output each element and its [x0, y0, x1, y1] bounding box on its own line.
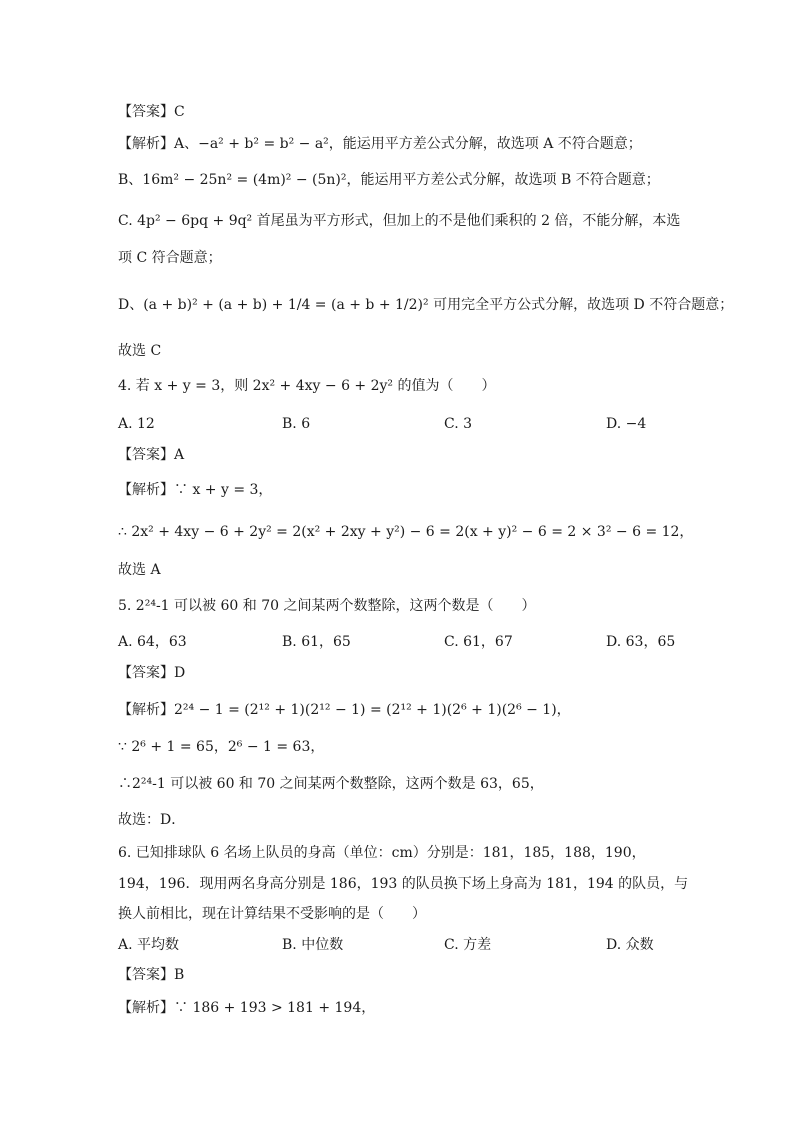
q4-option-a: A. 12: [118, 416, 155, 432]
question-6: 194，196．现用两名身高分别是 186，193 的队员换下场上身高为 181，194 的队员，与: [118, 876, 689, 892]
analysis-line: D、(a + b)² + (a + b) + 1/4 = (a + b + 1/2)² 可用完全平方公式分解，故选项 D 不符合题意；: [118, 297, 734, 313]
analysis-line: ∴2²⁴-1 可以被 60 和 70 之间某两个数整除，这两个数是 63，65，: [118, 776, 544, 792]
q5-option-d: D. 63，65: [606, 634, 676, 650]
q6-option-a: A. 平均数: [118, 937, 180, 953]
answer-line: 【答案】D: [118, 665, 186, 681]
analysis-line: ∵ 2⁶ + 1 = 65，2⁶ − 1 = 63，: [118, 739, 325, 755]
q6-option-d: D. 众数: [606, 937, 654, 953]
analysis-line: 【解析】∵ x + y = 3，: [118, 482, 273, 498]
q4-option-b: B. 6: [282, 416, 311, 432]
q4-option-d: D. −4: [606, 416, 647, 432]
q6-option-c: C. 方差: [444, 937, 492, 953]
analysis-line: 【解析】∵ 186 + 193 > 181 + 194，: [118, 1000, 376, 1016]
q6-option-b: B. 中位数: [282, 937, 344, 953]
question-6: 6. 已知排球队 6 名场上队员的身高（单位：cm）分别是：181，185，188，190，: [118, 845, 646, 861]
analysis-line: C. 4p² − 6pq + 9q² 首尾虽为平方形式，但加上的不是他们乘积的 2 倍，不能分解，本选: [118, 213, 681, 229]
q5-option-b: B. 61，65: [282, 634, 351, 650]
analysis-line: B、16m² − 25n² = (4m)² − (5n)²，能运用平方差公式分解，故选项 B 不符合题意；: [118, 172, 660, 188]
analysis-line: ∴ 2x² + 4xy − 6 + 2y² = 2(x² + 2xy + y²) − 6 = 2(x + y)² − 6 = 2 × 3² − 6 = 12，: [118, 524, 694, 540]
answer-line: 【答案】A: [118, 447, 185, 463]
q5-option-c: C. 61，67: [444, 634, 513, 650]
analysis-line: 【解析】2²⁴ − 1 = (2¹² + 1)(2¹² − 1) = (2¹² + 1)(2⁶ + 1)(2⁶ − 1)，: [118, 702, 571, 718]
answer-line: 【答案】C: [118, 104, 185, 120]
analysis-line: 项 C 符合题意；: [118, 250, 222, 266]
q4-option-c: C. 3: [444, 416, 473, 432]
analysis-line: 【解析】A、−a² + b² = b² − a²，能运用平方差公式分解，故选项 A 不符合题意；: [118, 136, 642, 152]
conclusion-line: 故选 A: [118, 562, 161, 578]
question-5: 5. 2²⁴-1 可以被 60 和 70 之间某两个数整除，这两个数是（ ）: [118, 598, 536, 614]
answer-line: 【答案】B: [118, 967, 185, 983]
q5-option-a: A. 64，63: [118, 634, 187, 650]
conclusion-line: 故选：D．: [118, 812, 186, 828]
question-6: 换人前相比，现在计算结果不受影响的是（ ）: [118, 906, 426, 922]
conclusion-line: 故选 C: [118, 343, 162, 359]
question-4: 4. 若 x + y = 3，则 2x² + 4xy − 6 + 2y² 的值为（ ）: [118, 378, 496, 394]
